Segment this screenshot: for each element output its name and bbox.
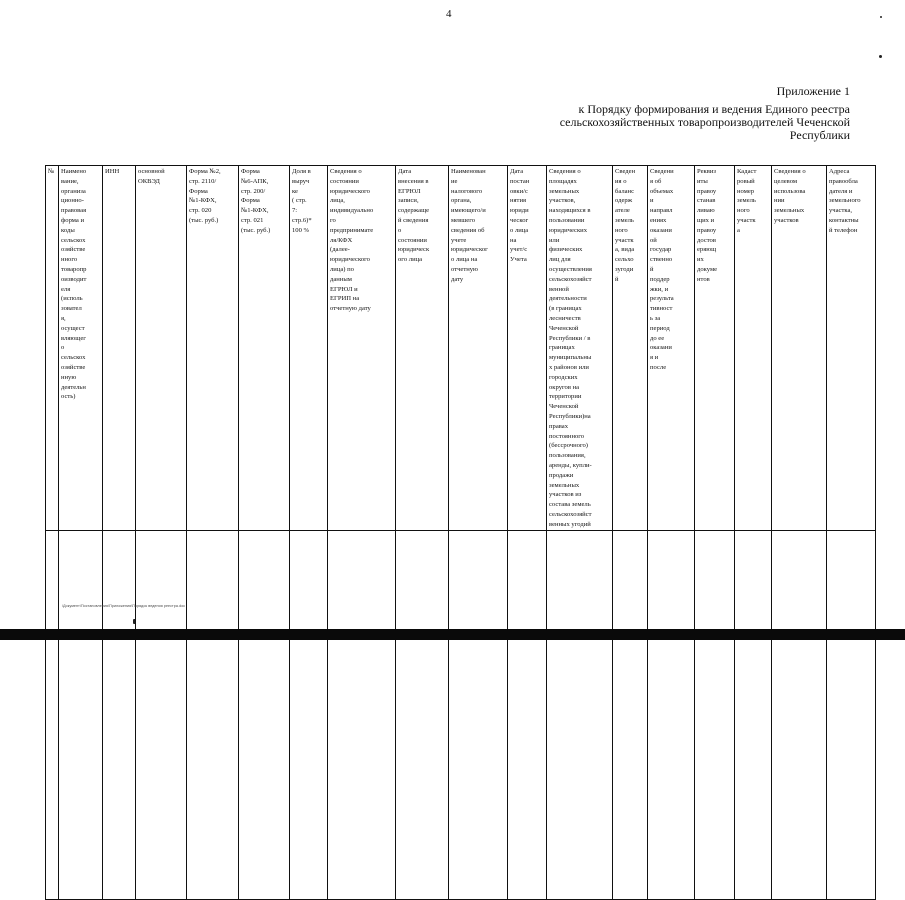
table-header-cell: Сведен ия о баланс одерж ателе земель ного участк а, вида сельхо зугоди й <box>613 166 648 531</box>
table-cell <box>827 531 876 900</box>
table-header-cell: № <box>46 166 59 531</box>
table-cell <box>328 531 396 900</box>
table-header-cell: Сведения о целевом использова нии земельных участков <box>772 166 827 531</box>
table-header-cell: Дата постан овки/с нятия юриди ческог о лица на учет/с Учета <box>508 166 547 531</box>
appendix-title: Приложение 1 <box>776 84 850 98</box>
table-cell <box>396 531 449 900</box>
table-cell <box>103 531 136 900</box>
table-header-row <box>46 166 876 531</box>
table-header-cell: Наимено вание, организа ционно- правовая форма и коды сельскох озяйстве нного товаропр оизводит еля (исполь зовател я, осущест вляющег о сельскох озяйстве нную деятельн ость) <box>59 166 103 531</box>
table-header-cell: Сведения о состоянии юридического лица, индивидуально го предпринимате ля/КФХ (далее- юридического лица) по данным ЕГРЮЛ и ЕГРИП на отчетную дату <box>328 166 396 531</box>
table-cell <box>613 531 648 900</box>
table-empty-row <box>46 531 876 900</box>
table-header-cell: Сведения о площадях земельных участков, находящихся в пользовании юридических или физических лиц для осуществления сельскохозяйст венной деятельности (в границах лесничеств Чеченской Республики / в границах муниципальны х районов или городских округов на территории Чеченской Республики)на правах постоянного (бессрочного) пользования, аренды, купли- продажи земельных участков из состава земель сельскохозяйст венных угодий <box>547 166 613 531</box>
table-header-cell: Наименован ие налогового органа, имеющего/и мевшего сведения об учете юридическог о лица на отчетную дату <box>449 166 508 531</box>
table-header-cell: основной ОКВЭД <box>136 166 187 531</box>
table-cell <box>508 531 547 900</box>
scan-speck <box>880 16 882 18</box>
table-header-cell: Дата внесения в ЕГРЮЛ записи, содержаще й сведения о состоянии юридическ ого лица <box>396 166 449 531</box>
table-header-cell: Реквиз иты правоу станав ливаю щих и правоу достов еряющ их докуме нтов <box>695 166 735 531</box>
table-header-cell: ИНН <box>103 166 136 531</box>
table-cell <box>46 531 59 900</box>
table-cell <box>547 531 613 900</box>
table-header-cell: Кадаст ровый номер земель ного участк а <box>735 166 772 531</box>
appendix-subtitle: к Порядку формирования и ведения Единого реестра сельскохозяйственных товаропроизводителей Чеченской Республики <box>559 102 850 142</box>
table-cell <box>695 531 735 900</box>
page-number: 4 <box>446 8 452 20</box>
file-path-footer: \Документ\Постановления\Приложения\Порядок ведения реестра.doc <box>62 604 186 608</box>
register-table <box>45 165 876 900</box>
table-cell <box>648 531 695 900</box>
table-header-cell: Сведени я об объемах и направл ениях оказани ой государ ственно й поддер жки, и результа тивност ь за период до ее оказани я и после <box>648 166 695 531</box>
scan-bottom-edge <box>0 629 905 640</box>
table-cell <box>136 531 187 900</box>
table-cell <box>187 531 239 900</box>
table-header-cell: Адреса правообла дателя и земельного участка, контактны й телефон <box>827 166 876 531</box>
table-header-cell: Форма №6-АПК, стр. 200/ Форма №1-КФХ, стр. 021 (тыс. руб.) <box>239 166 290 531</box>
table-cell <box>449 531 508 900</box>
table-cell <box>239 531 290 900</box>
table-cell <box>772 531 827 900</box>
table-cell <box>59 531 103 900</box>
table-cell <box>290 531 328 900</box>
scan-speck <box>879 55 882 58</box>
table-header-cell: Форма №2, стр. 2110/ Форма №1-КФХ, стр. 020 (тыс. руб.) <box>187 166 239 531</box>
table-header-cell: Доля в выруч ке ( стр. 7: стр.6)* 100 % <box>290 166 328 531</box>
table-cell <box>735 531 772 900</box>
